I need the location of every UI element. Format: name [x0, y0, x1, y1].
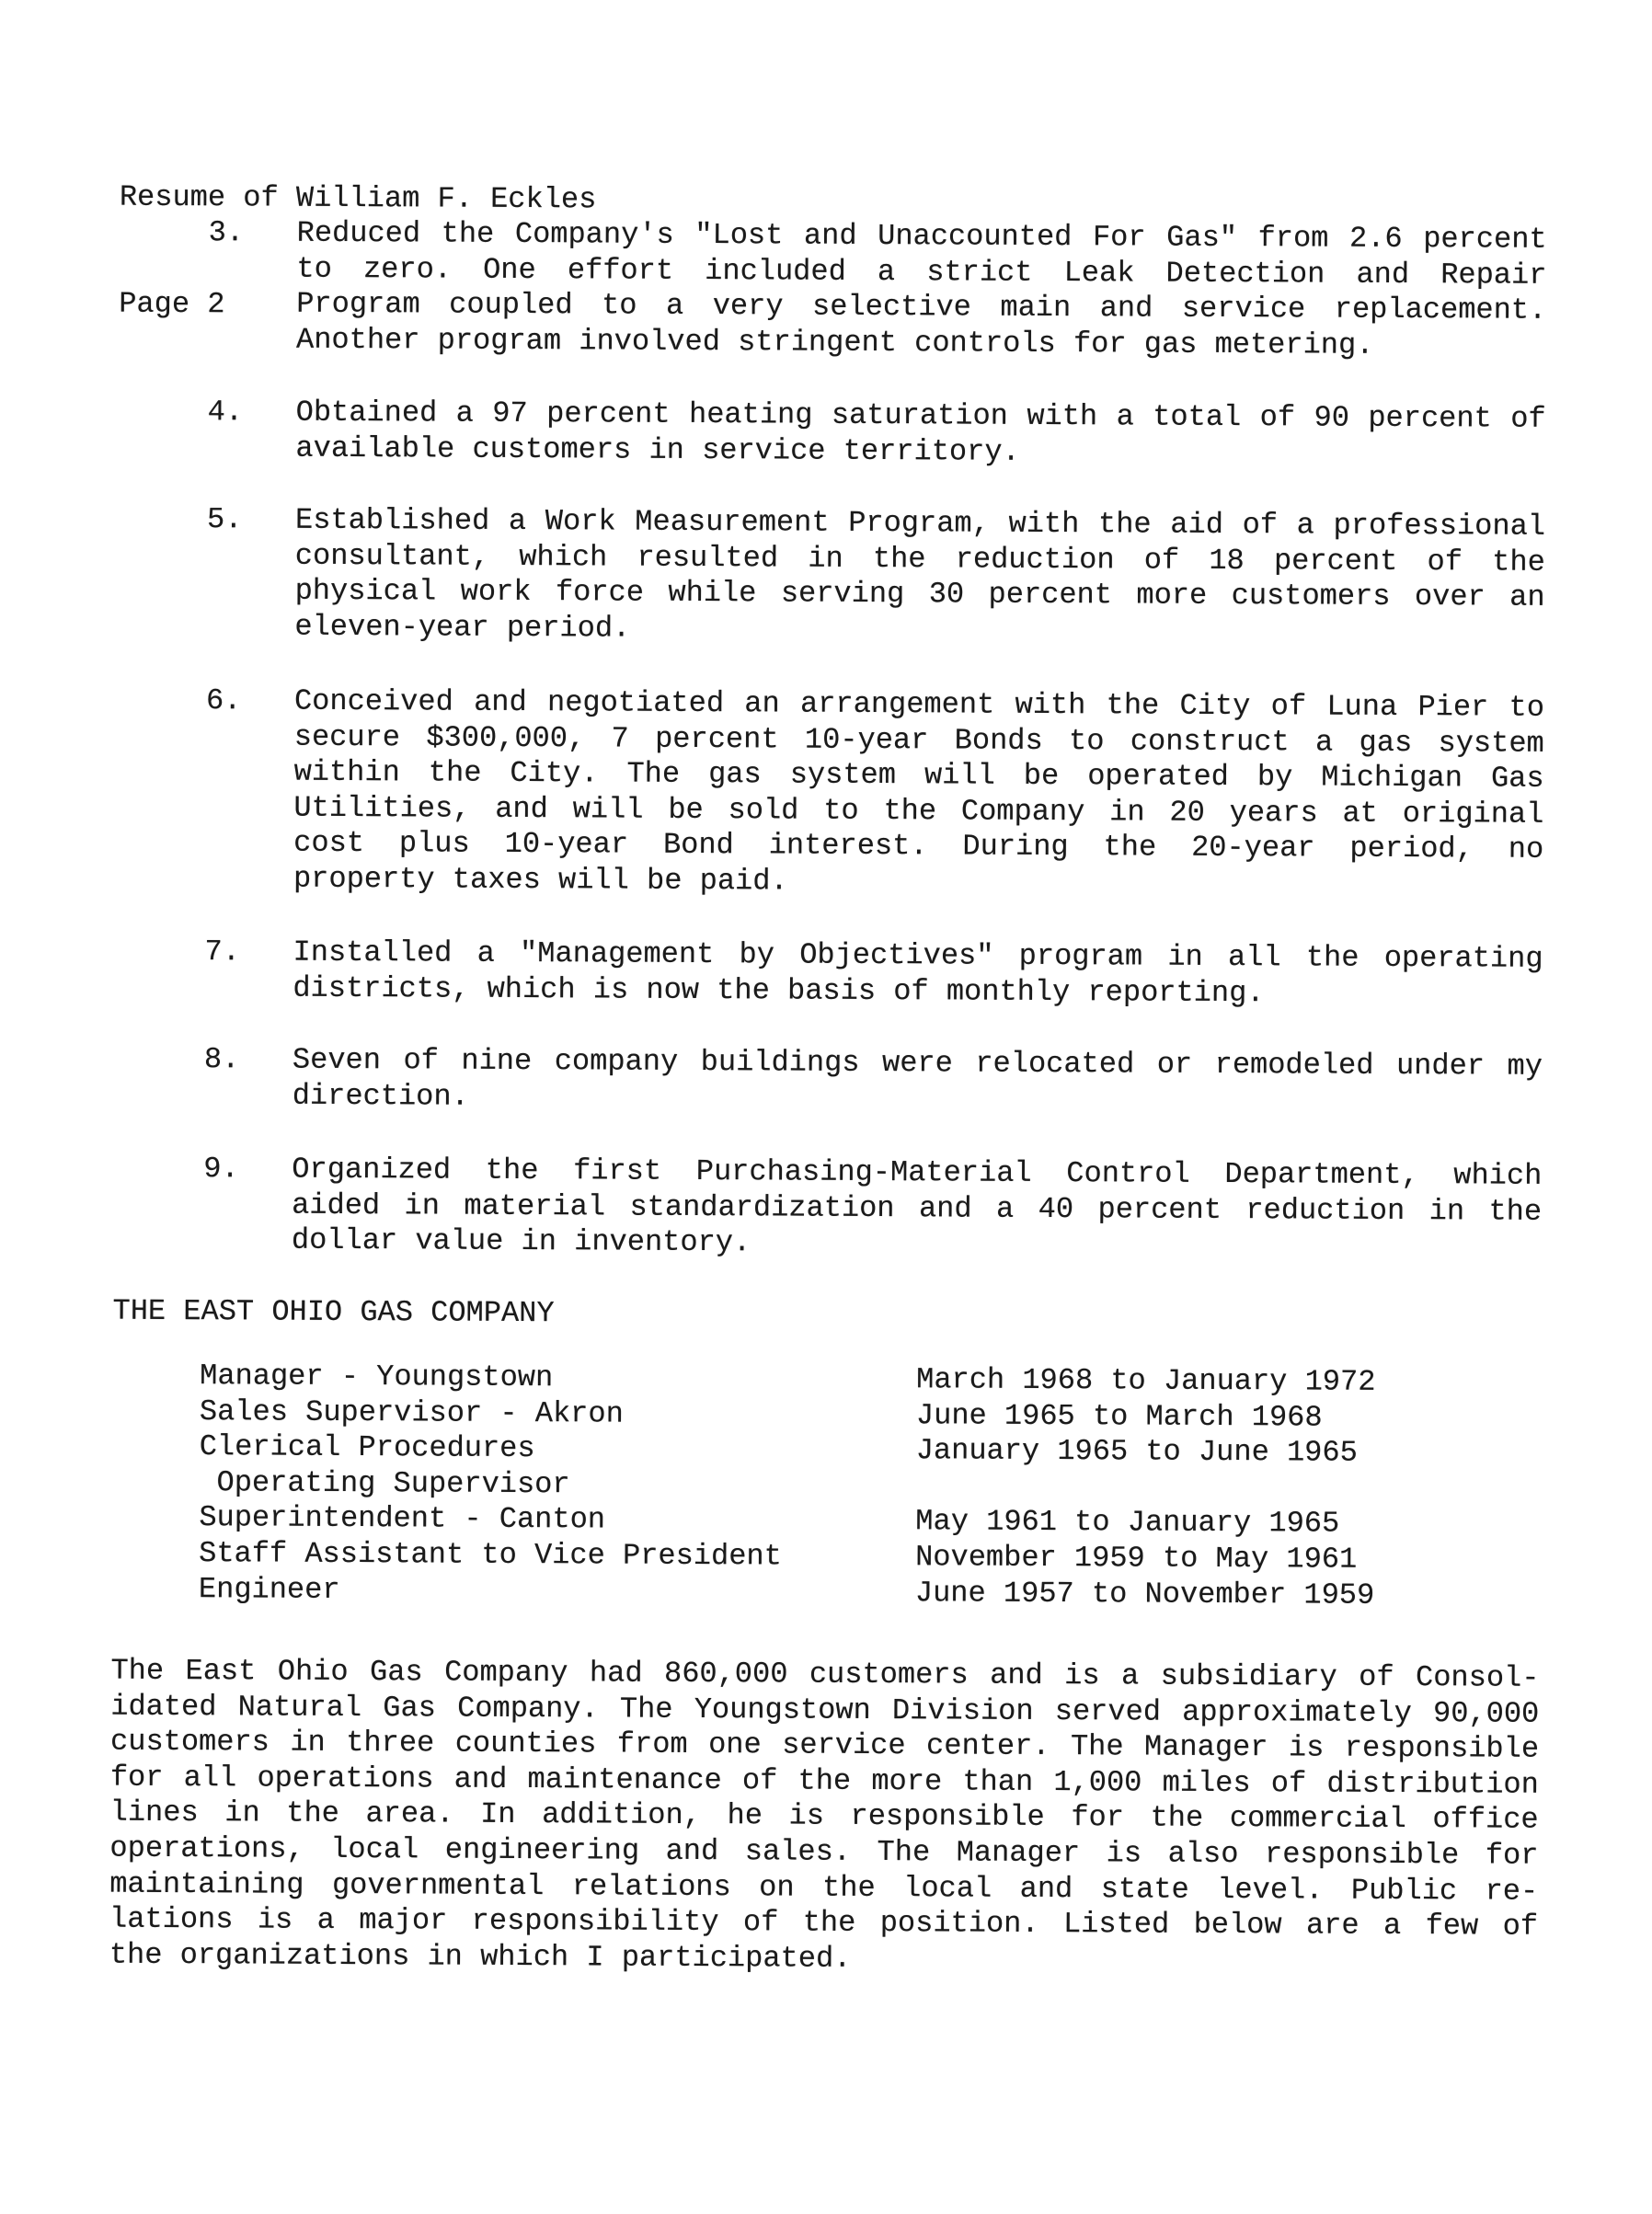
position-dates: May 1961 to January 1965: [915, 1504, 1340, 1542]
resume-title: Resume of William F. Eckles: [119, 179, 597, 217]
text-line: within the City. The gas system will be operated by Michigan Gas: [293, 754, 1544, 796]
position-title-line: Staff Assistant to Vice President: [199, 1536, 782, 1574]
text-line: consultant, which resulted in the reduction of 18 percent of the: [294, 538, 1545, 579]
accomplishment-item: [0, 394, 1650, 469]
accomplishment-item: [0, 934, 1647, 1010]
position-title-line: Manager - Youngstown: [200, 1359, 554, 1395]
item-number: 9.: [203, 1152, 239, 1187]
text-line: eleven-year period.: [294, 609, 631, 646]
item-number: 6.: [205, 683, 242, 718]
text-line: to zero. One effort included a strict Leak Detection and Repair: [296, 251, 1547, 293]
position-title-line: Operating Supervisor: [216, 1465, 570, 1502]
text-line: property taxes will be paid.: [293, 861, 788, 899]
text-line: customers in three counties from one service center. The Manager is responsible: [109, 1724, 1540, 1766]
accomplishment-item: [0, 501, 1649, 646]
accomplishment-item: [0, 683, 1648, 899]
text-line: direction.: [292, 1078, 469, 1114]
item-number: 8.: [203, 1042, 240, 1077]
item-number: 7.: [204, 935, 241, 969]
position-title-line: Engineer: [198, 1571, 340, 1607]
company-heading: THE EAST OHIO GAS COMPANY: [112, 1293, 555, 1331]
text-line: Program coupled to a very selective main and service replacement.: [296, 286, 1547, 327]
position-dates: November 1959 to May 1961: [915, 1540, 1358, 1577]
accomplishment-item: [0, 1151, 1646, 1260]
position-title-line: Superintendent - Canton: [199, 1500, 606, 1537]
position-dates: March 1968 to January 1972: [916, 1362, 1376, 1399]
text-line: Conceived and negotiated an arrangement with the City of Luna Pier to: [293, 683, 1545, 725]
item-number: 3.: [208, 215, 245, 250]
text-line: Utilities, and will be sold to the Company in 20 years at original: [293, 790, 1544, 832]
item-text: [292, 1153, 1543, 1266]
item-text: [293, 684, 1544, 904]
positions-list: [0, 1358, 1645, 1615]
item-number: 5.: [206, 502, 243, 537]
text-line: Installed a "Management by Objectives" program in all the operating: [293, 935, 1543, 976]
position-dates: January 1965 to June 1965: [915, 1433, 1358, 1470]
text-line: the organizations in which I participated.: [109, 1937, 852, 1976]
text-line: Another program involved stringent controls for gas metering.: [295, 322, 1374, 362]
text-line: for all operations and maintenance of the more than 1,000 miles of distribution: [109, 1760, 1539, 1802]
position-dates: June 1957 to November 1959: [914, 1575, 1375, 1612]
item-text: [295, 396, 1545, 473]
text-line: lines in the area. In addition, he is responsible for the commercial office: [109, 1795, 1539, 1838]
text-line: Obtained a 97 percent heating saturation with a total of 90 percent of: [295, 395, 1546, 436]
text-line: secure $300,000, 7 percent 10-year Bonds to construct a gas system: [293, 719, 1544, 761]
text-line: idated Natural Gas Company. The Youngstown Division served approximately 90,000: [110, 1689, 1540, 1731]
text-line: dollar value in inventory.: [291, 1222, 751, 1260]
text-line: Established a Work Measurement Program, with the aid of a professional: [294, 502, 1546, 544]
position-title-line: Sales Supervisor - Akron: [199, 1394, 624, 1431]
page-number: Page 2: [119, 286, 225, 322]
text-line: available customers in service territory.: [295, 430, 1020, 469]
position-row: [0, 1571, 1644, 1615]
text-line: Organized the first Purchasing-Material Control Department, which: [292, 1152, 1543, 1193]
text-line: Seven of nine company buildings were relocated or remodeled under my: [292, 1042, 1543, 1084]
text-line: Reduced the Company's "Lost and Unaccounted For Gas" from 2.6 percent: [296, 215, 1547, 257]
text-line: cost plus 10-year Bond interest. During the 20-year period, no: [293, 826, 1544, 867]
text-line: lations is a major responsibility of the position. Listed below are a few of: [109, 1901, 1539, 1944]
item-text: [293, 935, 1543, 1013]
position-row: [0, 1428, 1645, 1509]
accomplishment-item: [0, 1041, 1646, 1114]
item-number: 4.: [207, 395, 244, 430]
company-description: [109, 1654, 1540, 1980]
text-line: maintaining governmental relations on the local and state level. Public re-: [109, 1866, 1539, 1909]
text-line: districts, which is now the basis of monthly reporting.: [293, 970, 1265, 1010]
item-text: [293, 1043, 1543, 1120]
text-line: The East Ohio Gas Company had 860,000 customers and is a subsidiary of Consol-: [110, 1653, 1540, 1695]
item-text: [294, 503, 1545, 651]
position-dates: June 1965 to March 1968: [915, 1397, 1323, 1435]
text-line: operations, local engineering and sales. The Manager is also responsible for: [109, 1830, 1539, 1873]
item-text: [296, 216, 1547, 364]
position-title-line: Clerical Procedures: [199, 1429, 535, 1466]
text-line: physical work force while serving 30 percent more customers over an: [294, 573, 1545, 614]
text-line: aided in material standardization and a 40 percent reduction in the: [292, 1187, 1543, 1229]
